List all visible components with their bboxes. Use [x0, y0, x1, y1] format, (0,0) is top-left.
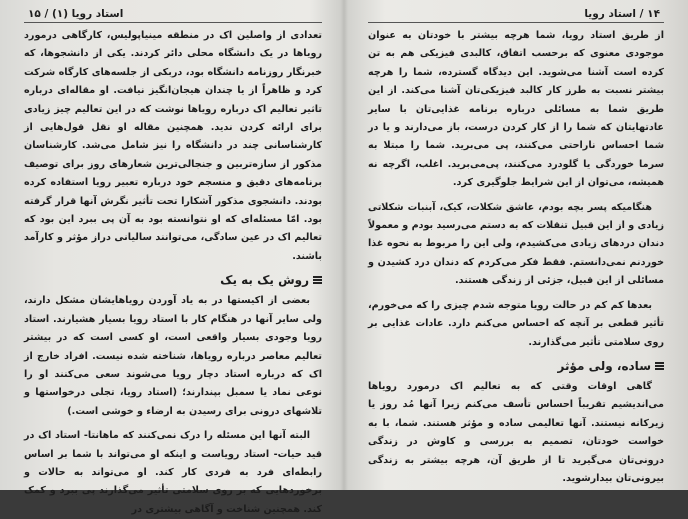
right-paragraph-1: از طریق استاد رویا، شما هرچه بیشتر با خودتان به عنوان موجودی معنوی که برحسب اتفاق، کالبدی فیزیکی هم به تن کرده است آشنا می‌شوید. این دیدگاه گسترده، شما را هرچه بیشتر نسبت به طرز کار کالبد فیزیکی‌تان آشنا می‌کند. از این طریق شما به مسائلی درباره برنامه غذایی‌تان با سایر عادتهایتان که شما را از کار کردن درست، باز می‌دارند و یا در شما احساس ناراحتی می‌کنند، پی می‌برید. شما را مبتلا به سرما خوردگی یا گلودرد می‌کنند، پی‌می‌برید. اغلب، اگرچه نه همیشه، می‌توان از این شرایط جلوگیری کرد.: [368, 30, 664, 189]
right-page: [346, 0, 688, 490]
heading-bullet-icon: [655, 362, 664, 370]
right-paragraph-3: بعدها کم کم در حالت رویا متوجه شدم چیزی را که می‌خورم، تأثیر قطعی بر آنچه که احساس می‌کنم دارد. عادات غذایی بر روی سلامتی تأثیر می‌گذارند.: [368, 299, 664, 348]
right-section-heading-text: ساده، ولی مؤثر: [557, 358, 651, 373]
right-paragraph-4: گاهی اوقات وقتی که به تعالیم اک درمورد رویاها می‌اندیشیم تقریباً احساس تأسف می‌کنم زیرا آنها مُد روز یا زیرکانه نیستند. آنها تعالیمی ساده و مؤثر هستند. شما، با به خواست خودتان، تصمیم به بررسی و کاوش در زندگی درونی‌تان می‌گیرید تا از طریق آن، هرچه بیشتر به زندگی بیرونی‌تان بیدارشوید.: [368, 380, 664, 484]
left-section-heading-text: روش یک به یک: [220, 273, 309, 288]
right-page-header: ۱۴ / استاد رویا: [368, 6, 664, 23]
heading-bullet-icon: [313, 276, 322, 284]
left-paragraph-2: بعضی از اکیستها در به یاد آوردن رویاهایشان مشکل دارند، ولی سایر آنها در هنگام کار با استاد رویا بسیار هشیارند. استاد رویا وجودی بسیار واقعی است، او کسی است که در بیشتر تعالیم معاصر درباره رویاها، شناخته شده نیست. افراد خارج از اک که درباره استاد دچار رویا می‌شوند سعی می‌کنند او را نوعی نماد یا سمبل بپندارند؛ (استاد رویا، تجلی درخواستها و تلاشهای درونی برای رسیدن به ارضاء و خوشی است.): [24, 295, 322, 417]
left-paragraph-3: البته آنها این مسئله را درک نمی‌کنند که ماهانتا- استاد اک در قید حیات- استاد رویاست و اینکه او می‌تواند با شما بر اساس رابطه‌ای فرد به فردی کار کند. او می‌تواند به حالات و برخوردهایی که بر روی سلامتی تأثیر می‌گذارند پی ببرد و کمک کند. همچنین شناخت و آگاهی بیشتری در: [24, 430, 322, 515]
left-page-header: استاد رویا (۱) / ۱۵: [24, 6, 322, 23]
right-section-heading: [368, 356, 664, 376]
left-section-heading: [24, 270, 322, 290]
left-page: [0, 0, 342, 515]
right-paragraph-2: هنگامیکه پسر بچه بودم، عاشق شکلات، کیک، آبنبات شکلاتی زیادی و از این قبیل تنقلات که به دستم می‌رسید بودم و معمولاً دندان دردهای زیادی می‌کشیدم، ولی این را مربوط به نحوه غذا خوردنم نمی‌دانستم. فقط فکر می‌کردم که دندان درد کشیدن و مسائلی از این قبیل، جزئی از زندگی هستند.: [367, 201, 664, 287]
left-paragraph-1: تعدادی از واصلین اک در منطقه مینیاپولیس، کارگاهی درمورد رویاها در یک دانشگاه محلی دائر کردند. یکی از دانشجوها، که خبرنگار روزنامه دانشگاه بود، دربکی از جلسه‌های کارگاه شرکت کرد و ظاهراً از یا چندان هیجان‌انگیز نیافت. او مقاله‌ای درباره تاثیر تعالیم اک درباره رویاها نوشت که در این تعالیم چیز زیادی برای ارائه کردن ندید. همچنین مقاله او نقل قول‌هایی از کارشناسانی چند در دانشگاه را نیز شامل می‌شد. کارشناسان مذکور از سازه‌تربین و جنجالی‌ترین شعارهای روز برای توصیف برنامه‌های دقیق و منسجم خود درباره تعبیر رویا استفاده کرده بودند. دانشجوی مذکور آشکارا تحت تأثیر نگرش آنها قرار گرفته بود. امّا مسئله‌ای که او نتوانسته بود به آن پی ببرد این بود که تعالیم اک در عین سادگی، می‌توانند سالیانی دراز مؤثر و کارآمد باشند.: [24, 30, 322, 262]
